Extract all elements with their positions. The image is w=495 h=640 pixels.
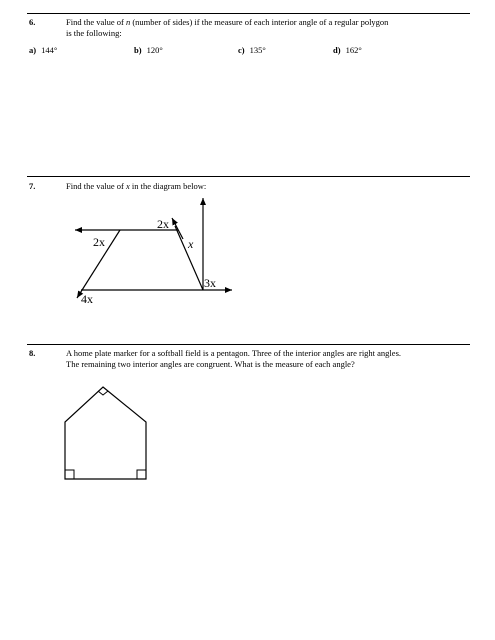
q6-choice-c <box>238 45 266 56</box>
q6-text-var: n <box>125 17 131 27</box>
q8-home-plate-pentagon <box>0 378 495 488</box>
q7-label-top-right: 2x <box>157 217 169 231</box>
q6-choice-d-letter: d) <box>333 45 341 55</box>
q7-right-slant-lower <box>175 226 203 290</box>
q6-choice-c-value: 135° <box>249 45 266 55</box>
q6-text-line1 <box>66 17 466 28</box>
q6-number: 6. <box>29 17 36 27</box>
q6-choice-a-letter: a) <box>29 45 37 55</box>
q6-choice-b-letter: b) <box>134 45 142 55</box>
q8-number: 8. <box>29 348 36 358</box>
q6-choice-a-value: 144° <box>41 45 58 55</box>
q6-choice-a <box>29 45 57 56</box>
q7-label-middle: x <box>188 237 194 251</box>
q6-choice-b-value: 120° <box>146 45 163 55</box>
q6-choice-d-value: 162° <box>345 45 362 55</box>
q7-text-pre: Find the value of <box>66 181 126 191</box>
q7-label-bottom-right: 3x <box>204 276 216 290</box>
rule-q8 <box>27 344 470 345</box>
q7-text-post: in the diagram below: <box>129 181 207 191</box>
q7-label-top-left: 2x <box>93 235 105 249</box>
q8-text-line1: A home plate marker for a softball field is a pentagon. Three of the interior angles are right angles. <box>66 348 402 358</box>
q7-text-var: x <box>125 181 130 191</box>
q7-angle-diagram <box>0 190 495 330</box>
q6-choice-b <box>134 45 163 56</box>
q8-right-angle-bottom-left <box>65 470 74 479</box>
q8-pentagon-outline <box>65 387 146 479</box>
q8-right-angle-bottom-right <box>137 470 146 479</box>
q7-number: 7. <box>29 181 36 191</box>
q6-choice-c-letter: c) <box>238 45 245 55</box>
q7-label-bottom-left: 4x <box>81 292 93 306</box>
q6-choice-d <box>333 45 362 56</box>
q8-right-angle-top <box>98 391 108 395</box>
q8-text-line2: The remaining two interior angles are congruent. What is the measure of each angle? <box>66 359 355 369</box>
q6-text-line2: is the following: <box>66 28 122 38</box>
q6-text-post: (number of sides) if the measure of each interior angle of a regular polygon <box>130 17 389 27</box>
rule-q6 <box>27 13 470 14</box>
rule-q7 <box>27 176 470 177</box>
q6-text-pre: Find the value of <box>66 17 126 27</box>
q7-right-slant-upper <box>172 218 183 239</box>
